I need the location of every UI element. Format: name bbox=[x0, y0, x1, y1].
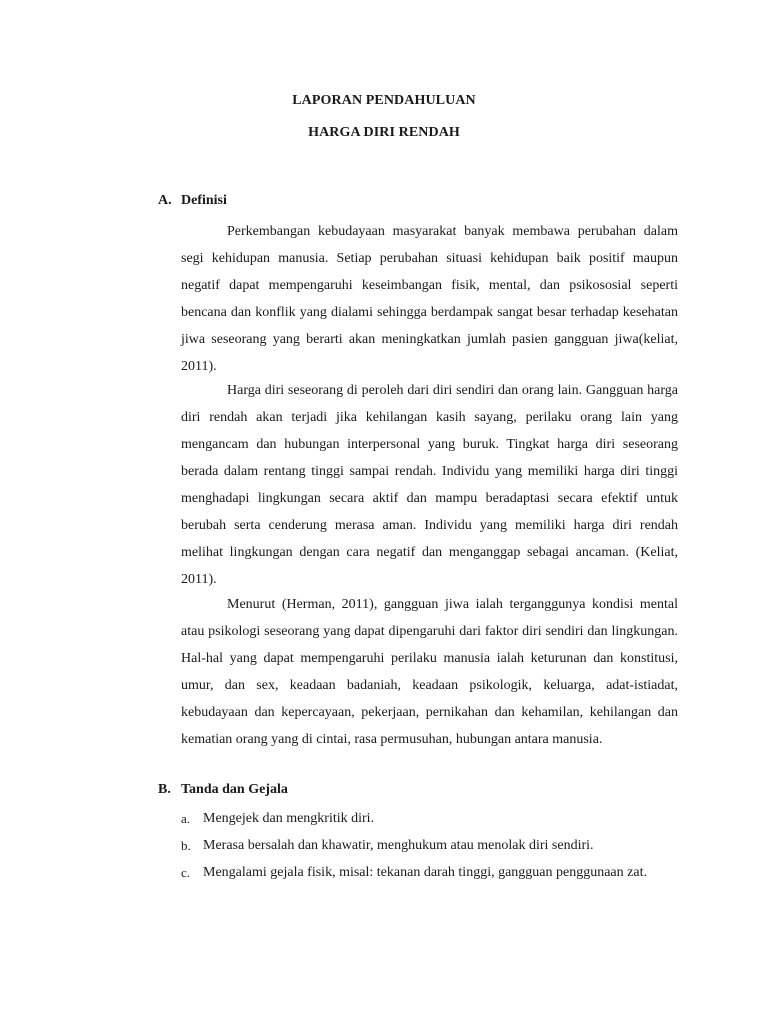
list-item bbox=[181, 859, 678, 886]
document-title: LAPORAN PENDAHULUAN bbox=[292, 93, 476, 108]
list-item-marker: b. bbox=[181, 838, 191, 853]
paragraph-definisi-1: Perkembangan kebudayaan masyarakat banyak membawa perubahan dalam segi kehidupan manusia. Setiap perubahan situasi kehidupan baik positif maupun negatif dapat mempengaruhi keseimbangan fisik, mental, dan psikososial seperti bencana dan konflik yang dialami sehingga berdampak sangat besar terhadap kesehatan jiwa seseorang yang berarti akan meningkatkan jumlah pasien gangguan jiwa(keliat, 2011). bbox=[181, 224, 678, 374]
list-item bbox=[181, 832, 678, 859]
list-item-marker: c. bbox=[181, 865, 191, 880]
document-subtitle: HARGA DIRI RENDAH bbox=[308, 125, 460, 140]
section-a-title: Definisi bbox=[181, 193, 227, 208]
paragraph-definisi-3: Menurut (Herman, 2011), gangguan jiwa ialah terganggunya kondisi mental atau psikologi seseorang yang dapat dipengaruhi dari faktor diri sendiri dan lingkungan. Hal-hal yang dapat mempengaruhi perilaku manusia ialah keturunan dan konstitusi, umur, dan sex, keadaan badaniah, keadaan psikologik, keluarga, adat-istiadat, kebudayaan dan kepercayaan, pekerjaan, pernikahan dan kehamilan, kehilangan dan kematian orang yang di cintai, rasa permusuhan, hubungan antara manusia. bbox=[181, 597, 678, 747]
section-b-heading bbox=[158, 782, 288, 798]
list-item-text: Mengejek dan mengkritik diri. bbox=[203, 811, 375, 826]
section-a-letter: A. bbox=[158, 193, 172, 208]
section-b-title: Tanda dan Gejala bbox=[181, 782, 288, 797]
list-item-text: Mengalami gejala fisik, misal: tekanan darah tinggi, gangguan penggunaan zat. bbox=[203, 865, 647, 880]
list-item-marker: a. bbox=[181, 811, 191, 826]
section-b-letter: B. bbox=[158, 782, 171, 797]
paragraph-definisi-2: Harga diri seseorang di peroleh dari diri sendiri dan orang lain. Gangguan harga diri rendah akan terjadi jika kehilangan kasih sayang, perilaku orang lain yang mengancam dan hubungan interpersonal yang buruk. Tingkat harga diri seseorang berada dalam rentang tinggi sampai rendah. Individu yang memiliki harga diri tinggi menghadapi lingkungan secara aktif dan mampu beradaptasi secara efektif untuk berubah serta cenderung merasa aman. Individu yang memiliki harga diri rendah melihat lingkungan dengan cara negatif dan menganggap sebagai ancaman. (Keliat, 2011). bbox=[181, 383, 678, 587]
list-item bbox=[181, 805, 678, 832]
section-a-heading bbox=[158, 193, 227, 209]
list-item-text: Merasa bersalah dan khawatir, menghukum atau menolak diri sendiri. bbox=[203, 838, 594, 853]
symptom-list bbox=[181, 805, 678, 886]
